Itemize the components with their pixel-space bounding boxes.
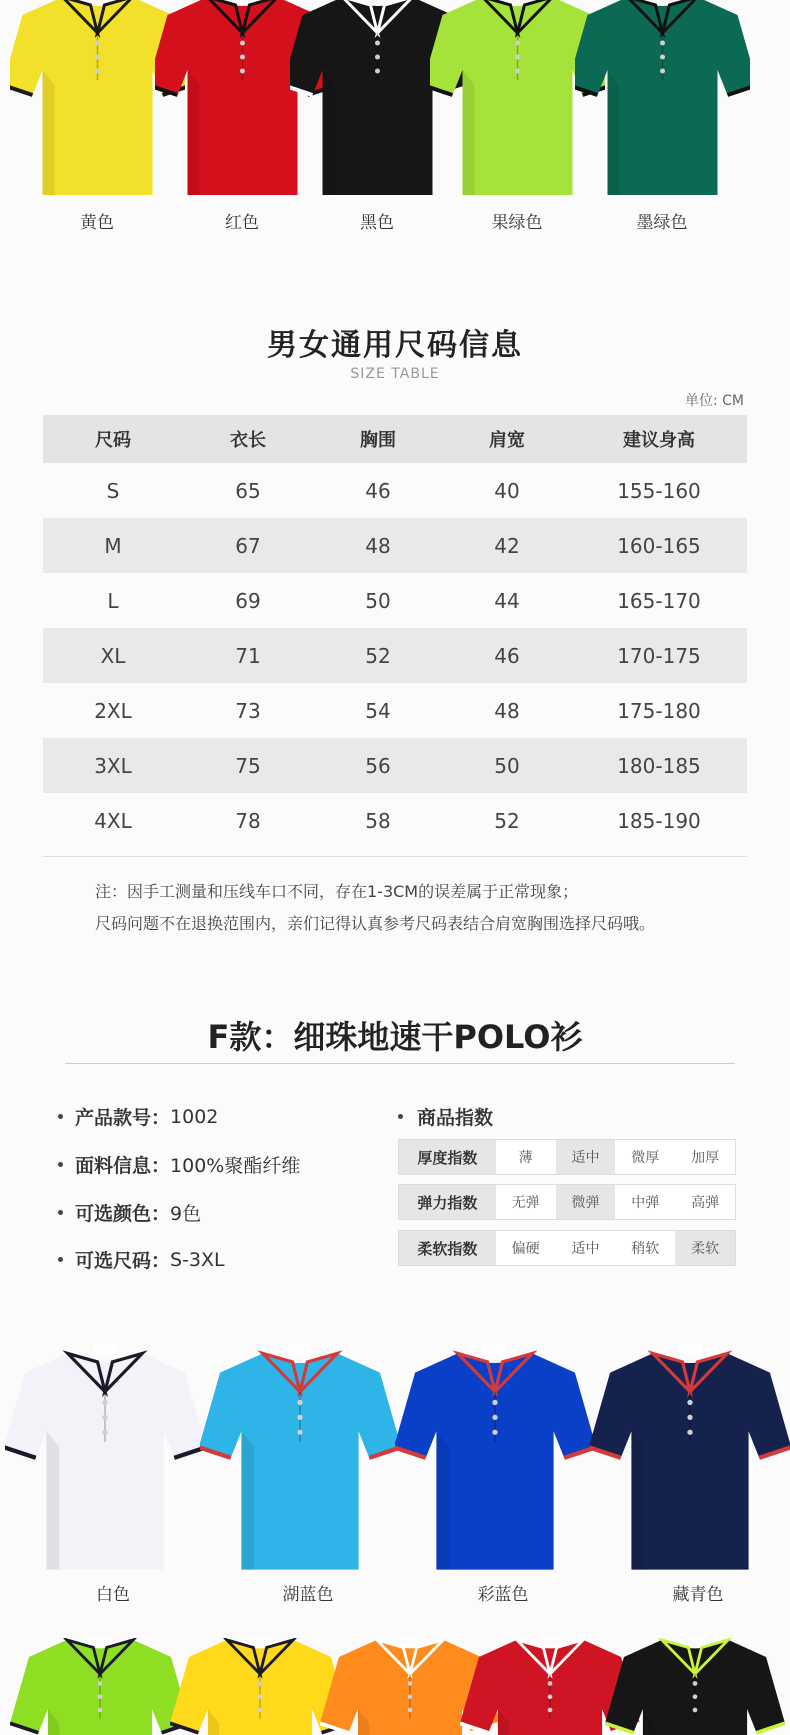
table-divider [43,856,747,857]
table-cell: 44 [494,588,520,613]
table-cell: 180-185 [617,753,701,778]
bullet-icon [58,1114,63,1119]
color-label: 彩蓝色 [477,1585,529,1605]
spec-value: 9色 [170,1203,202,1225]
shirt-image [575,0,750,195]
bullet-icon [58,1210,63,1215]
index-option: 适中 [571,1241,600,1257]
table-cell: 165-170 [617,588,701,613]
table-row [43,573,747,628]
shirt-image [5,1330,205,1575]
shirt-image [605,1638,785,1735]
header-shoulder: 肩宽 [489,430,525,451]
spec-value: 100%聚酯纤维 [170,1155,301,1177]
table-row [43,628,747,683]
color-label: 果绿色 [491,213,543,233]
table-cell: 69 [235,588,261,613]
table-cell: 58 [365,808,391,833]
table-cell: 67 [235,533,261,558]
color-label: 墨绿色 [636,213,688,233]
note-line-1: 注：因手工测量和压线车口不同，存在1-3CM的误差属于正常现象； [95,882,579,901]
note-line-2: 尺码问题不在退换范围内，亲们记得认真参考尺码表结合肩宽胸围选择尺码哦。 [95,914,656,933]
table-cell: M [104,533,122,558]
header-chest: 胸围 [360,430,396,451]
table-row [43,793,747,848]
table-cell: 3XL [94,753,132,778]
shirt-image [395,1330,595,1575]
table-cell: 160-165 [617,533,701,558]
table-cell: 75 [235,753,261,778]
spec-value: S-3XL [170,1248,225,1271]
table-cell: 54 [365,698,391,723]
index-option: 稍软 [631,1241,660,1257]
header-size: 尺码 [95,430,131,451]
color-label: 黑色 [360,213,394,233]
color-label: 白色 [96,1585,130,1605]
index-option: 加厚 [691,1150,720,1166]
size-section-subtitle: SIZE TABLE [350,366,440,382]
table-cell: 2XL [94,698,132,723]
table-row [43,683,747,738]
product-title: F款：细珠地速干POLO衫 [207,1018,583,1056]
table-cell: 50 [494,753,520,778]
spec-item [58,1199,201,1226]
spec-item [58,1151,300,1178]
index-option: 无弹 [511,1195,540,1211]
index-option: 微弹 [556,1185,616,1219]
color-label: 藏青色 [672,1585,724,1605]
table-cell: 4XL [94,808,132,833]
index-label: 柔软指数 [399,1231,496,1265]
table-cell: 46 [365,478,391,503]
table-cell: 42 [494,533,520,558]
table-cell: 78 [235,808,261,833]
product-divider [65,1063,735,1064]
table-cell: 56 [365,753,391,778]
table-cell: 73 [235,698,261,723]
size-table [43,415,747,848]
spec-key: 可选颜色： [75,1203,171,1225]
table-cell: 48 [365,533,391,558]
spec-key: 产品款号： [75,1107,171,1129]
color-label: 黄色 [80,213,114,233]
table-cell: L [107,588,119,613]
bullet-icon [398,1114,403,1119]
index-label: 弹力指数 [399,1185,496,1219]
color-label: 湖蓝色 [282,1585,334,1605]
unit-label: 单位: CM [684,393,744,409]
table-cell: 155-160 [617,478,701,503]
table-cell: 52 [494,808,520,833]
index-title [398,1103,493,1130]
index-option: 偏硬 [511,1241,540,1257]
index-option: 高弹 [691,1195,720,1211]
spec-value: 1002 [170,1105,219,1128]
spec-key: 面料信息： [75,1155,171,1177]
table-cell: 40 [494,478,520,503]
index-row [398,1139,736,1175]
index-option: 中弹 [631,1195,660,1211]
shirt-image [10,1638,190,1735]
header-length: 衣长 [230,430,266,451]
table-cell: 48 [494,698,520,723]
bullet-icon [58,1257,63,1262]
index-row [398,1230,736,1266]
table-row [43,463,747,518]
table-cell: 175-180 [617,698,701,723]
table-cell: 170-175 [617,643,701,668]
index-option: 柔软 [675,1231,735,1265]
table-row [43,518,747,573]
spec-item [58,1246,225,1273]
spec-item [58,1103,218,1130]
table-cell: 52 [365,643,391,668]
table-cell: S [106,478,120,503]
table-cell: 185-190 [617,808,701,833]
table-cell: 65 [235,478,261,503]
index-option: 适中 [556,1140,616,1174]
index-label: 厚度指数 [399,1140,496,1174]
table-cell: XL [100,643,126,668]
index-option: 微厚 [631,1150,660,1166]
size-table-header [43,415,747,463]
shirt-image [590,1330,790,1575]
header-height: 建议身高 [623,430,695,451]
table-cell: 50 [365,588,391,613]
shirt-image [200,1330,400,1575]
index-title-label: 商品指数 [417,1107,494,1129]
table-cell: 46 [494,643,520,668]
spec-key: 可选尺码： [75,1250,171,1272]
table-cell: 71 [235,643,261,668]
table-row [43,738,747,793]
index-option: 薄 [518,1150,533,1166]
size-section-title: 男女通用尺码信息 [267,328,523,363]
color-label: 红色 [225,213,259,233]
index-row [398,1184,736,1220]
bullet-icon [58,1162,63,1167]
